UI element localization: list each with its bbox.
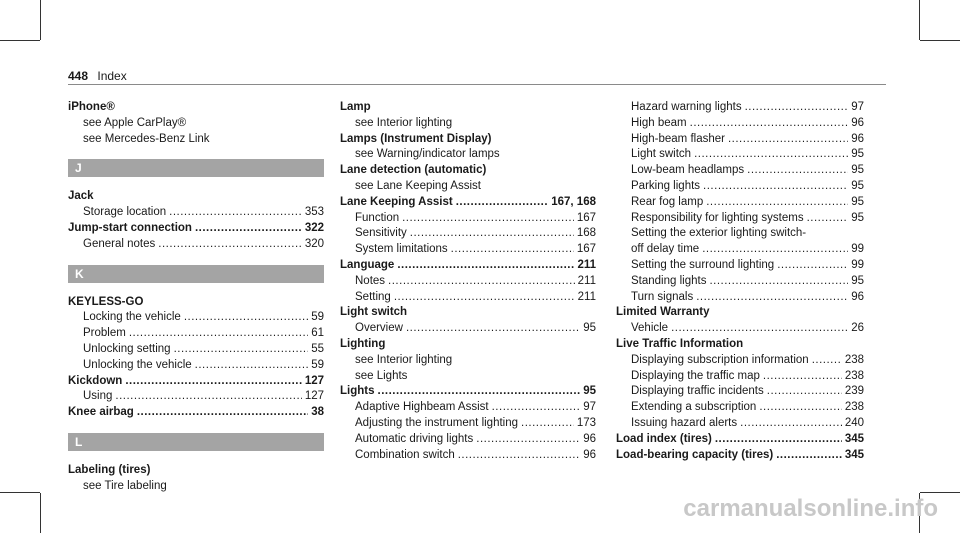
entry-label: Notes [355, 274, 386, 287]
page-reference[interactable]: 59 [311, 311, 324, 324]
index-entry[interactable] [68, 374, 324, 390]
index-entry[interactable] [616, 432, 864, 448]
leader-dots [728, 132, 848, 148]
page-reference[interactable]: 97 [583, 401, 596, 414]
index-subentry[interactable] [68, 326, 324, 342]
leader-dots [406, 321, 580, 337]
header-rule [68, 84, 886, 85]
index-column-3 [616, 100, 864, 463]
entry-label: Live Traffic Information [616, 337, 744, 350]
entry-label: System limitations [355, 243, 448, 256]
page-reference[interactable]: 322 [304, 221, 324, 234]
entry-label: Unlocking setting [83, 342, 171, 355]
page-reference[interactable]: 95 [851, 195, 864, 208]
index-subentry[interactable] [340, 400, 596, 416]
index-subentry [340, 369, 596, 385]
page-reference[interactable]: 26 [851, 322, 864, 335]
page-reference[interactable]: 61 [311, 327, 324, 340]
leader-dots [709, 274, 848, 290]
entry-label: Lights [340, 385, 375, 398]
index-entry[interactable] [68, 221, 324, 237]
entry-label: Unlocking the vehicle [83, 358, 192, 371]
page-reference[interactable]: 345 [844, 448, 864, 461]
letter-band: J [68, 159, 324, 177]
entry-label: Setting the exterior lighting switch- [631, 227, 807, 240]
entry-label: Problem [83, 327, 126, 340]
crop-mark [40, 0, 41, 40]
entry-label: Sensitivity [355, 227, 407, 240]
entry-label: Hazard warning lights [631, 101, 742, 113]
page-reference[interactable]: 238 [844, 401, 864, 414]
entry-label: Standing lights [631, 274, 707, 287]
index-entry [616, 305, 864, 321]
index-subentry[interactable] [616, 274, 864, 290]
page-reference[interactable]: 97 [851, 101, 864, 113]
leader-dots [706, 195, 848, 211]
index-subentry [68, 479, 324, 495]
entry-label: see Mercedes-Benz Link [83, 132, 210, 145]
index-entry[interactable] [616, 448, 864, 464]
entry-label: Displaying traffic incidents [631, 385, 764, 398]
index-subentry[interactable] [616, 132, 864, 148]
leader-dots [174, 342, 309, 358]
index-entry [340, 305, 596, 321]
entry-label: Vehicle [631, 322, 669, 335]
index-subentry[interactable] [68, 389, 324, 405]
page-reference[interactable]: 99 [851, 258, 864, 271]
leader-dots [690, 116, 849, 132]
entry-label: Using [83, 390, 113, 403]
leader-dots [703, 179, 848, 195]
page-reference[interactable]: 173 [576, 416, 596, 429]
crop-mark [0, 492, 40, 493]
index-column-2 [340, 100, 596, 463]
index-subentry[interactable] [616, 321, 864, 337]
leader-dots [702, 242, 848, 258]
page-reference[interactable]: 96 [851, 132, 864, 145]
index-subentry[interactable] [616, 416, 864, 432]
leader-dots [521, 416, 574, 432]
entry-label: Language [340, 258, 395, 271]
index-subentry[interactable] [68, 237, 324, 253]
leader-dots [715, 432, 842, 448]
index-entry [616, 337, 864, 353]
entry-label: Responsibility for lighting systems [631, 211, 804, 224]
page-reference[interactable]: 240 [844, 416, 864, 429]
index-entry [68, 189, 324, 205]
page-reference[interactable]: 96 [583, 448, 596, 461]
index-subentry[interactable] [616, 258, 864, 274]
entry-label: Adjusting the instrument lighting [355, 416, 519, 429]
leader-dots [767, 384, 842, 400]
leader-dots [402, 211, 574, 227]
leader-dots [137, 405, 308, 421]
entry-label: Storage location [83, 206, 167, 219]
leader-dots [776, 448, 842, 464]
index-subentry[interactable] [616, 147, 864, 163]
index-entry [68, 463, 324, 479]
index-subentry[interactable] [616, 100, 864, 116]
index-subentry[interactable] [340, 242, 596, 258]
entry-label: High beam [631, 116, 687, 129]
entry-label: Displaying the traffic map [631, 369, 760, 382]
index-subentry[interactable] [616, 290, 864, 306]
page-reference[interactable]: 345 [844, 432, 864, 445]
index-entry[interactable] [340, 384, 596, 400]
entry-label: Function [355, 211, 400, 224]
page-reference[interactable]: 55 [311, 342, 324, 355]
entry-label: see Apple CarPlay® [83, 116, 187, 129]
entry-label: Displaying subscription information [631, 353, 809, 366]
leader-dots [451, 242, 574, 258]
index-entry [340, 100, 596, 116]
page-reference[interactable]: 127 [304, 390, 324, 403]
page-header [68, 69, 127, 83]
index-subentry [340, 116, 596, 132]
page-reference[interactable]: 59 [311, 358, 324, 371]
entry-label: Automatic driving lights [355, 432, 474, 445]
index-column-1 [68, 100, 324, 495]
page-reference[interactable]: 95 [583, 322, 596, 335]
leader-dots [747, 163, 848, 179]
page-reference[interactable]: 96 [851, 290, 864, 303]
page-reference[interactable]: 168 [576, 227, 596, 240]
index-subentry[interactable] [340, 416, 596, 432]
index-subentry[interactable] [616, 195, 864, 211]
crop-mark [920, 492, 960, 493]
leader-dots [745, 100, 849, 116]
leader-dots [158, 237, 302, 253]
index-subentry [340, 147, 596, 163]
entry-label: Issuing hazard alerts [631, 416, 738, 429]
page-reference[interactable]: 95 [851, 148, 864, 161]
index-subentry[interactable] [340, 211, 596, 227]
page-reference[interactable]: 238 [844, 353, 864, 366]
leader-dots [476, 432, 580, 448]
entry-label: Load-bearing capacity (tires) [616, 448, 774, 461]
entry-label: Lane Keeping Assist [340, 195, 453, 208]
leader-dots [807, 211, 849, 227]
index-subentry [340, 179, 596, 195]
index-subentry[interactable] [616, 179, 864, 195]
index-subentry[interactable] [340, 274, 596, 290]
leader-dots [388, 274, 575, 290]
index-subentry[interactable] [340, 448, 596, 464]
leader-dots [129, 326, 308, 342]
leader-dots [378, 384, 581, 400]
page-reference[interactable]: 211 [577, 258, 596, 271]
entry-label: Jack [68, 190, 94, 203]
index-subentry[interactable] [340, 226, 596, 242]
leader-dots [125, 374, 302, 390]
page-reference[interactable]: 167 [576, 211, 596, 224]
entry-label: see Lights [355, 369, 408, 382]
page-reference[interactable]: 95 [583, 385, 596, 398]
index-subentry [68, 132, 324, 148]
leader-dots [397, 258, 574, 274]
entry-label: Overview [355, 322, 403, 335]
page-reference[interactable]: 320 [304, 237, 324, 250]
page-reference[interactable]: 211 [577, 290, 596, 303]
page-title: Index [97, 69, 127, 83]
entry-label: KEYLESS-GO [68, 295, 144, 308]
entry-label: Parking lights [631, 179, 701, 192]
entry-label: Adaptive Highbeam Assist [355, 401, 489, 414]
leader-dots [740, 416, 842, 432]
entry-label: Load index (tires) [616, 432, 712, 445]
page-reference[interactable]: 95 [851, 164, 864, 177]
page-reference[interactable]: 353 [304, 206, 324, 219]
leader-dots [195, 221, 302, 237]
index-subentry[interactable] [616, 242, 864, 258]
entry-label: Lane detection (automatic) [340, 164, 487, 177]
index-entry [340, 163, 596, 179]
page-reference[interactable]: 127 [304, 374, 324, 387]
page-reference[interactable]: 211 [577, 274, 596, 287]
crop-mark [919, 0, 920, 40]
page-reference[interactable]: 96 [583, 432, 596, 445]
leader-dots [671, 321, 848, 337]
leader-dots [763, 369, 842, 385]
index-subentry [340, 353, 596, 369]
index-subentry[interactable] [68, 205, 324, 221]
page-reference[interactable]: 38 [311, 406, 324, 419]
entry-label: High-beam flasher [631, 132, 725, 145]
index-subentry[interactable] [616, 384, 864, 400]
entry-label: Extending a subscription [631, 401, 757, 414]
entry-label: Setting [355, 290, 391, 303]
entry-label: see Interior lighting [355, 116, 453, 129]
crop-mark [920, 40, 960, 41]
letter-band: K [68, 265, 324, 283]
index-subentry[interactable] [340, 432, 596, 448]
entry-label: Limited Warranty [616, 306, 710, 319]
entry-label: see Interior lighting [355, 353, 453, 366]
index-subentry[interactable] [68, 342, 324, 358]
page-reference[interactable]: 95 [851, 179, 864, 192]
entry-label: Knee airbag [68, 406, 134, 419]
crop-mark [0, 40, 40, 41]
index-subentry[interactable] [616, 116, 864, 132]
leader-dots [195, 358, 309, 374]
watermark: carmanualsonline.info [683, 495, 938, 522]
entry-label: Low-beam headlamps [631, 164, 745, 177]
leader-dots [696, 290, 848, 306]
index-subentry[interactable] [616, 353, 864, 369]
page-reference[interactable]: 167 [576, 243, 596, 256]
index-entry[interactable] [340, 258, 596, 274]
page-reference[interactable]: 95 [851, 274, 864, 287]
entry-label: Lighting [340, 337, 386, 350]
index-subentry[interactable] [616, 211, 864, 227]
entry-label: Locking the vehicle [83, 311, 181, 324]
page-reference[interactable]: 95 [851, 211, 864, 224]
page-reference[interactable]: 238 [844, 369, 864, 382]
index-subentry[interactable] [616, 163, 864, 179]
entry-label: Combination switch [355, 448, 455, 461]
leader-dots [184, 310, 308, 326]
entry-label: Labeling (tires) [68, 463, 151, 476]
entry-label: Lamp [340, 101, 371, 113]
index-subentry [68, 116, 324, 132]
entry-label: see Warning/indicator lamps [355, 148, 500, 161]
entry-label: Jump-start connection [68, 221, 192, 234]
page-number: 448 [68, 69, 89, 83]
index-entry [68, 100, 324, 116]
crop-mark [40, 493, 41, 533]
entry-label: Kickdown [68, 374, 123, 387]
index-entry[interactable] [68, 405, 324, 421]
index-subentry[interactable] [616, 400, 864, 416]
index-subentry[interactable] [616, 369, 864, 385]
leader-dots [492, 400, 581, 416]
index-entry [340, 132, 596, 148]
entry-label: iPhone® [68, 101, 115, 113]
index-subentry[interactable] [340, 290, 596, 306]
entry-label: off delay time [631, 243, 700, 256]
leader-dots [812, 353, 842, 369]
entry-label: Setting the surround lighting [631, 258, 775, 271]
leader-dots [410, 226, 574, 242]
index-entry [340, 337, 596, 353]
index-subentry[interactable] [68, 358, 324, 374]
leader-dots [759, 400, 842, 416]
leader-dots [115, 389, 301, 405]
entry-label: Light switch [631, 148, 692, 161]
leader-dots [777, 258, 848, 274]
entry-label: Turn signals [631, 290, 694, 303]
entry-label: Lamps (Instrument Display) [340, 132, 492, 145]
leader-dots [456, 195, 549, 211]
index-entry [68, 295, 324, 311]
entry-label: Rear fog lamp [631, 195, 704, 208]
entry-label: see Lane Keeping Assist [355, 179, 481, 192]
index-subentry[interactable] [340, 321, 596, 337]
letter-band: L [68, 433, 324, 451]
leader-dots [458, 448, 580, 464]
index-subentry[interactable] [68, 310, 324, 326]
page-reference[interactable]: 239 [844, 385, 864, 398]
entry-label: Light switch [340, 306, 408, 319]
entry-label: see Tire labeling [83, 479, 167, 492]
page-reference[interactable]: 167, 168 [551, 195, 596, 208]
leader-dots [394, 290, 575, 306]
entry-label: General notes [83, 237, 156, 250]
leader-dots [694, 147, 848, 163]
page-reference[interactable]: 99 [851, 243, 864, 256]
index-subentry [616, 226, 864, 242]
page-reference[interactable]: 96 [851, 116, 864, 129]
index-entry[interactable] [340, 195, 596, 211]
leader-dots [169, 205, 302, 221]
